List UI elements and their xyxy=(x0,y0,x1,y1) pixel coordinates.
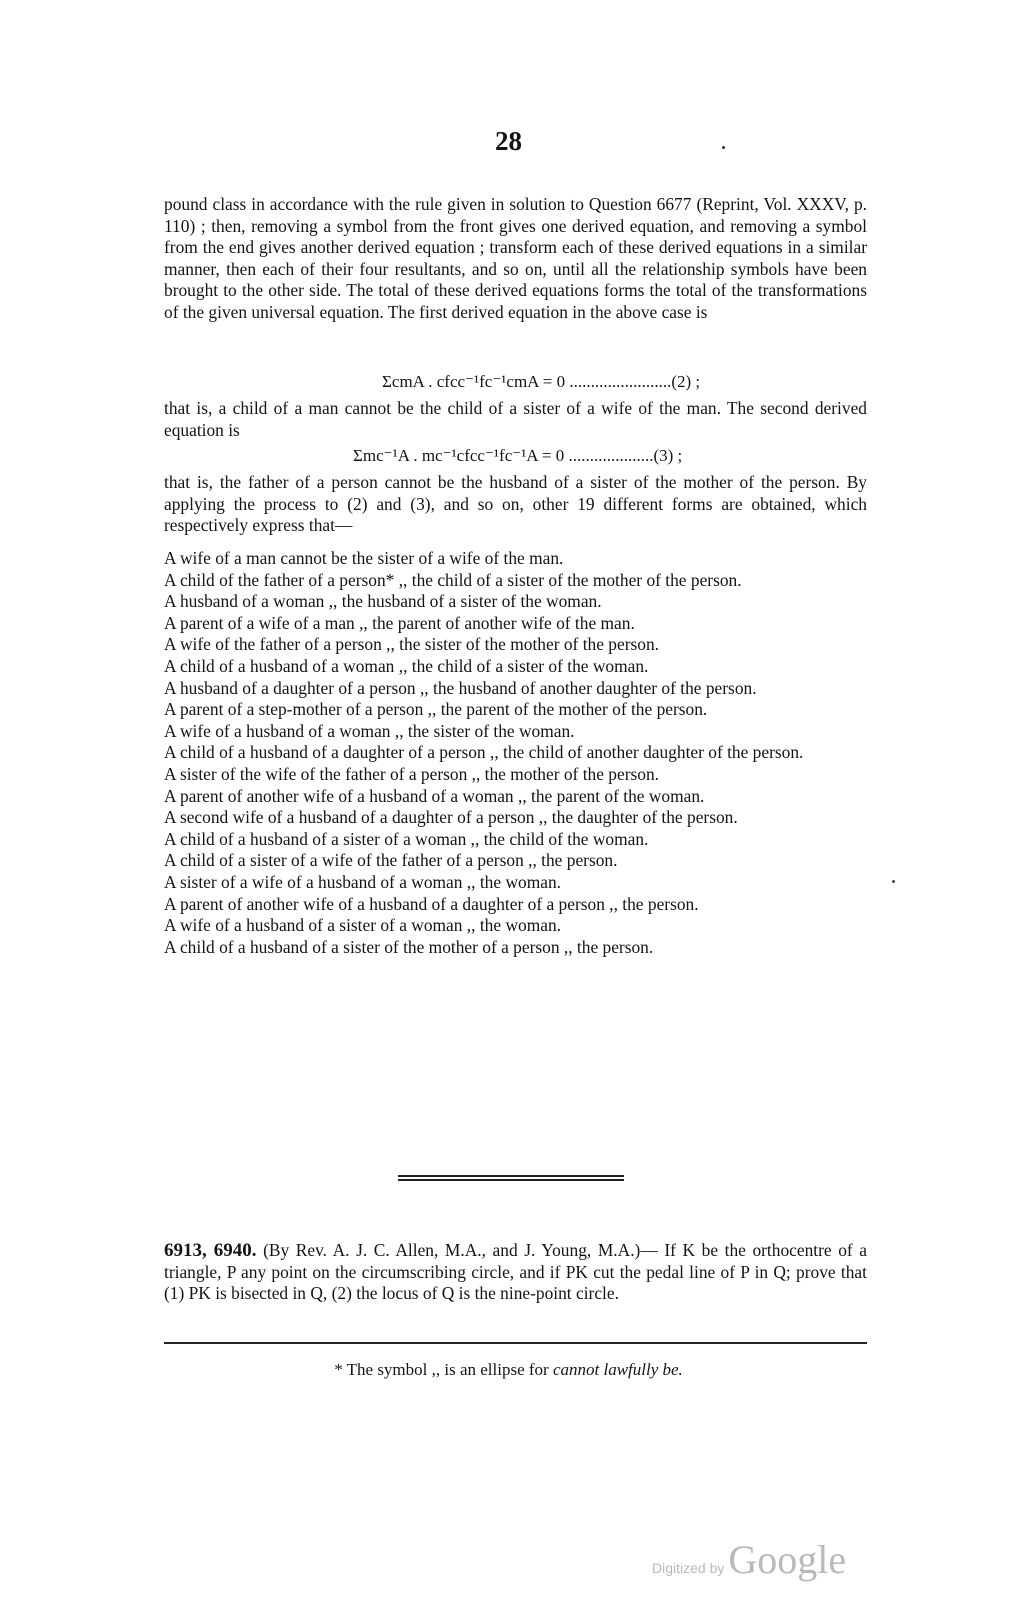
list-item: A child of a husband of a woman ,, the child of a sister of the woman. xyxy=(164,655,649,676)
list-item: A parent of another wife of a husband of a woman ,, the parent of the woman. xyxy=(164,785,705,806)
footnote-text: The symbol ,, is an ellipse for xyxy=(346,1360,549,1379)
list-item: A sister of a wife of a husband of a woman ,, the woman. xyxy=(164,871,561,892)
list-item: A parent of another wife of a husband of a daughter of a person ,, the person. xyxy=(164,893,699,914)
equation-2: ΣcmA . cfcc⁻¹fc⁻¹cmA = 0 ........................(2) ; xyxy=(382,372,701,391)
intro-paragraph xyxy=(164,194,867,324)
list-item: A child of a husband of a sister of the mother of a person ,, the person. xyxy=(164,936,654,957)
explanation-paragraph-3: that is, the father of a person cannot be the husband of a sister of the mother of the person. By applying the process to (2) and (3), and so on, other 19 different forms are obtained, which respectively express that— xyxy=(164,472,867,536)
list-item: A child of a sister of a wife of the father of a person ,, the person. xyxy=(164,850,618,871)
intro-text: pound class in accordance with the rule given in solution to Question 6677 (Reprint, Vol. XXXV, p. 110) ; then, removing a symbol from the front gives one derived equation, and removing a symbol from the end gives another derived equation ; transform each of these derived equations in a similar manner, then each of their four resultants, and so on, until all the relationship symbols have been brought to the other side. The total of these derived equations forms the total of the transformations of the given universal equation. The first derived equation in the above case is xyxy=(164,194,867,322)
list-item: A wife of a man cannot be the sister of a wife of the man. xyxy=(164,548,564,568)
list-item: A parent of a wife of a man ,, the parent of another wife of the man. xyxy=(164,612,635,633)
section-divider xyxy=(398,1175,624,1181)
question-number: 6913, 6940. xyxy=(164,1240,257,1261)
footnote-marker: * xyxy=(334,1360,343,1379)
watermark-prefix: Digitized by xyxy=(652,1560,725,1576)
list-item: A child of a husband of a sister of a woman ,, the child of the woman. xyxy=(164,828,649,849)
list-item: A child of the father of a person* ,, the child of a sister of the mother of the person. xyxy=(164,569,742,590)
list-item: A wife of a husband of a sister of a woman ,, the woman. xyxy=(164,915,561,936)
speck xyxy=(892,880,895,883)
google-logo: Google xyxy=(728,1537,847,1582)
equation-3: Σmc⁻¹A . mc⁻¹cfcc⁻¹fc⁻¹A = 0 ....................(3) ; xyxy=(353,446,683,465)
list-item: A parent of a step-mother of a person ,, the parent of the mother of the person. xyxy=(164,699,708,720)
list-item: A second wife of a husband of a daughter of a person ,, the daughter of the person. xyxy=(164,807,738,828)
list-item: A wife of the father of a person ,, the sister of the mother of the person. xyxy=(164,634,659,655)
question-text: If K be the orthocentre of a triangle, P any point on the circumscribing circle, and if PK cut the pedal line of P in Q; prove that (1) PK is bisected in Q, (2) the locus of Q is the nine-point circle. xyxy=(164,1240,868,1304)
question-block xyxy=(164,1240,867,1305)
question-authors: (By Rev. A. J. C. Allen, M.A., and J. Young, M.A.)— xyxy=(263,1240,658,1260)
page-number: 28 xyxy=(495,126,522,156)
footnote-italic: cannot lawfully be. xyxy=(552,1360,683,1379)
list-item: A husband of a daughter of a person ,, the husband of another daughter of the person. xyxy=(164,677,757,698)
speck xyxy=(722,146,725,149)
digitized-watermark xyxy=(652,1536,846,1583)
list-item: A wife of a husband of a woman ,, the sister of the woman. xyxy=(164,720,575,741)
footnote-rule xyxy=(164,1342,867,1344)
list-item: A child of a husband of a daughter of a person ,, the child of another daughter of the person. xyxy=(164,742,804,763)
list-item: A husband of a woman ,, the husband of a sister of the woman. xyxy=(164,591,602,612)
derived-forms-list xyxy=(164,548,867,958)
explanation-paragraph-2: that is, a child of a man cannot be the child of a sister of a wife of the man. The second derived equation is xyxy=(164,398,867,440)
footnote xyxy=(0,1360,1017,1380)
list-item: A sister of the wife of the father of a person ,, the mother of the person. xyxy=(164,763,659,784)
